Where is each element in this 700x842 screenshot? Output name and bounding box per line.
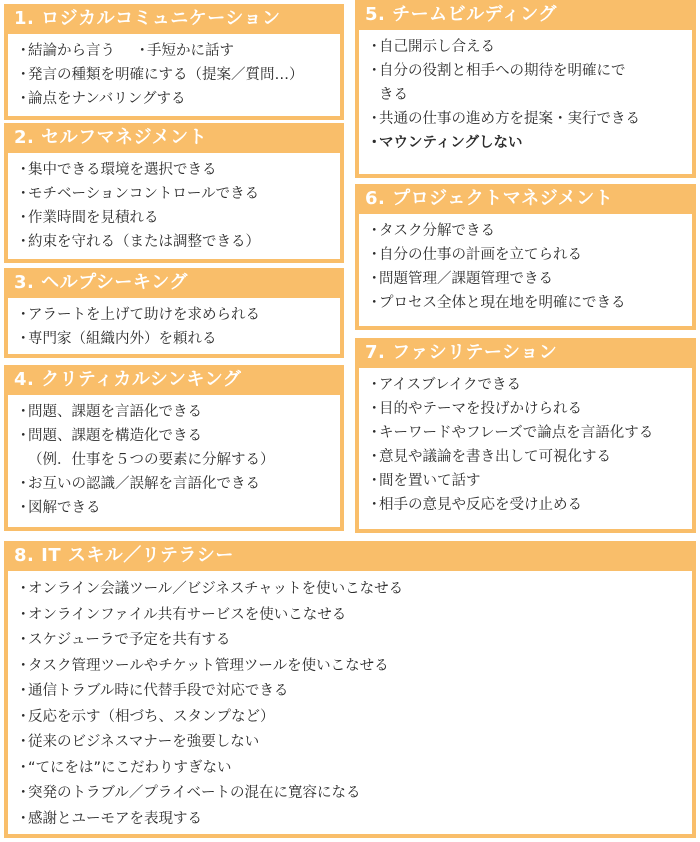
- list-item: ・問題管理／課題管理できる: [367, 271, 553, 287]
- section-body: [8, 153, 340, 259]
- list-item: ・問題、課題を構造化できる: [16, 428, 202, 444]
- list-item-continued: （例．仕事を５つの要素に分解する）: [28, 452, 275, 468]
- list-item: ・従来のビジネスマナーを強要しない: [16, 734, 260, 750]
- section-title: 1. ロジカルコミュニケーション: [14, 8, 281, 29]
- list-item: ・スケジューラで予定を共有する: [16, 632, 231, 648]
- list-item: ・作業時間を見積れる: [16, 210, 159, 226]
- section-title: 4. クリティカルシンキング: [14, 369, 242, 390]
- section-body: [359, 30, 692, 174]
- list-item: ・反応を示す（相づち、スタンプなど）: [16, 708, 275, 725]
- list-item: ・問題、課題を言語化できる: [16, 404, 202, 420]
- section-title: 7. ファシリテーション: [365, 342, 558, 363]
- section-body: [359, 368, 692, 529]
- list-item: ・間を置いて話す: [367, 473, 481, 489]
- list-item: ・“てにをは”にこだわりすぎない: [16, 759, 232, 776]
- list-item: ・突発のトラブル／プライベートの混在に寛容になる: [16, 785, 361, 801]
- list-item: ・結論から言う: [16, 43, 115, 59]
- list-item: ・自分の役割と相手への期待を明確にで: [367, 63, 626, 79]
- list-item: ・目的やテーマを投げかけられる: [367, 401, 582, 417]
- section-it-skills-literacy: [4, 541, 696, 838]
- section-title: 6. プロジェクトマネジメント: [365, 188, 614, 209]
- list-item-continued: きる: [379, 87, 408, 103]
- list-item: ・タスク管理ツールやチケット管理ツールを使いこなせる: [16, 657, 389, 674]
- list-item: ・アラートを上げて助けを求められる: [16, 307, 260, 323]
- section-body: [8, 34, 340, 116]
- list-item: ・プロセス全体と現在地を明確にできる: [367, 295, 626, 311]
- section-body: [8, 395, 340, 527]
- list-item: ・マウンティングしない: [367, 135, 523, 151]
- section-self-management: [4, 123, 344, 263]
- list-item: ・自分の仕事の計画を立てられる: [367, 247, 582, 263]
- section-help-seeking: [4, 268, 344, 358]
- list-item: ・相手の意見や反応を受け止める: [367, 497, 582, 513]
- list-item: ・集中できる環境を選択できる: [16, 162, 217, 178]
- section-title: 3. ヘルプシーキング: [14, 272, 188, 293]
- section-project-management: [355, 184, 696, 330]
- section-title: 5. チームビルディング: [365, 4, 557, 25]
- list-item: ・共通の仕事の進め方を提案・実行できる: [367, 111, 640, 127]
- section-title: 8. IT スキル／リテラシー: [14, 545, 234, 566]
- list-item: ・感謝とユーモアを表現する: [16, 810, 202, 827]
- section-title: 2. セルフマネジメント: [14, 127, 208, 148]
- list-item: ・約束を守れる（または調整できる）: [16, 234, 260, 250]
- list-item: ・発言の種類を明確にする（提案／質問…）: [16, 67, 304, 83]
- list-item: ・図解できる: [16, 500, 101, 516]
- list-item: ・論点をナンバリングする: [16, 91, 186, 107]
- list-item: ・意見や議論を書き出して可視化する: [367, 449, 611, 465]
- list-item: ・通信トラブル時に代替手段で対応できる: [16, 683, 289, 699]
- list-item: ・自己開示し合える: [367, 39, 495, 55]
- list-item: ・手短かに話す: [135, 43, 234, 59]
- section-team-building: [355, 0, 696, 178]
- list-item: ・モチベーションコントロールできる: [16, 186, 260, 202]
- list-item: ・オンライン会議ツール／ビジネスチャットを使いこなせる: [16, 581, 404, 597]
- list-item: ・キーワードやフレーズで論点を言語化する: [367, 425, 654, 441]
- list-item: ・アイスブレイクできる: [367, 377, 521, 393]
- section-facilitation: [355, 338, 696, 533]
- section-critical-thinking: [4, 365, 344, 531]
- list-item: ・オンラインファイル共有サービスを使いこなせる: [16, 606, 347, 623]
- section-body: [359, 214, 692, 326]
- section-body: [8, 571, 692, 834]
- list-item: ・お互いの認識／誤解を言語化できる: [16, 476, 260, 492]
- section-body: [8, 298, 340, 354]
- list-item: ・専門家（組織内外）を頼れる: [16, 331, 217, 347]
- section-logical-communication: [4, 4, 344, 120]
- list-item: ・タスク分解できる: [367, 223, 495, 239]
